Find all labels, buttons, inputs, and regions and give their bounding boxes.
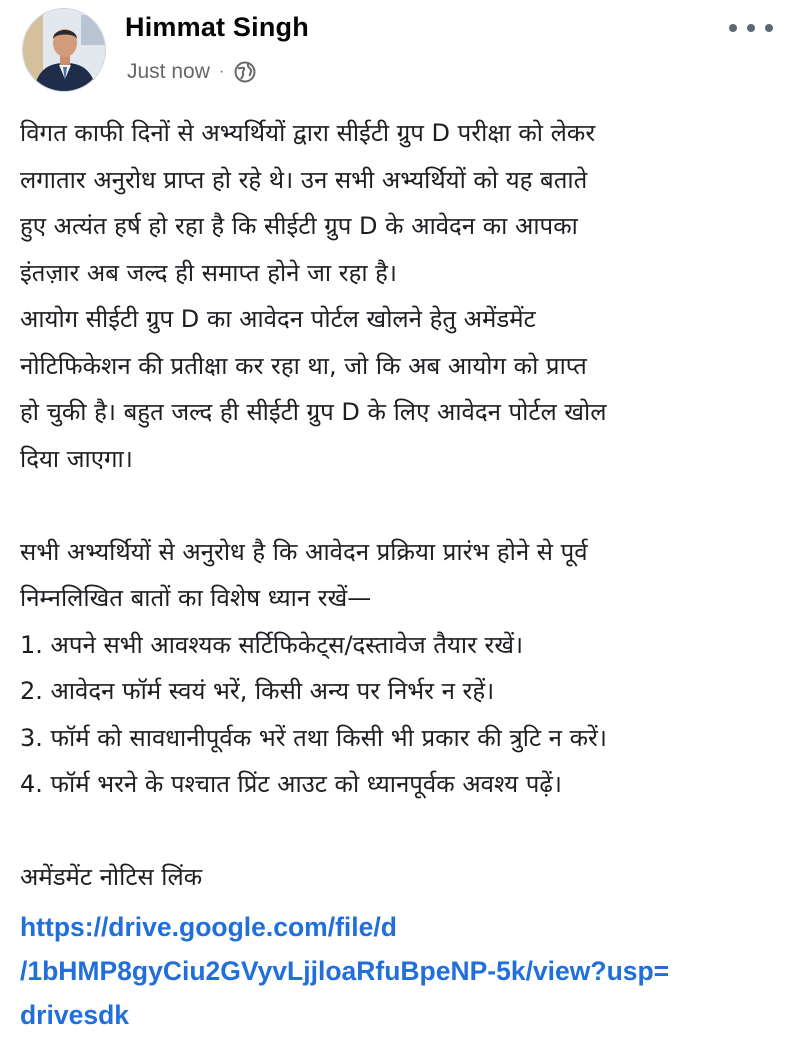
post-text-line: इंतज़ार अब जल्द ही समाप्त होने जा रहा है। bbox=[20, 258, 398, 287]
post-text-line: निम्नलिखित बातों का विशेष ध्यान रखें— bbox=[20, 584, 372, 612]
post-text-line: आयोग सीईटी ग्रुप D का आवेदन पोर्टल खोलने हेतु अमेंडमेंट bbox=[20, 305, 536, 333]
meta-separator: · bbox=[218, 63, 225, 80]
list-item: 3. फॉर्म को सावधानीपूर्वक भरें तथा किसी भी प्रकार की त्रुटि न करें। bbox=[20, 723, 607, 752]
post-text-line: दिया जाएगा। bbox=[20, 444, 133, 473]
post-text-line: विगत काफी दिनों से अभ्यर्थियों द्वारा सीईटी ग्रुप D परीक्षा को लेकर bbox=[20, 119, 596, 147]
notice-link-line[interactable]: drivesdk bbox=[20, 999, 130, 1030]
list-item: 2. आवेदन फॉर्म स्वयं भरें, किसी अन्य पर निर्भर न रहें। bbox=[20, 677, 495, 705]
more-dot bbox=[729, 24, 737, 32]
post-text-line: सभी अभ्यर्थियों से अनुरोध है कि आवेदन प्रक्रिया प्रारंभ होने से पूर्व bbox=[20, 537, 588, 566]
list-item: 1. अपने सभी आवश्यक सर्टिफिकेट्स/दस्तावेज तैयार रखें। bbox=[20, 630, 524, 659]
avatar[interactable] bbox=[22, 8, 106, 92]
post-text-line: हुए अत्यंत हर्ष हो रहा है कि सीईटी ग्रुप D के आवेदन का आपका bbox=[20, 212, 578, 240]
paragraph-gap bbox=[20, 808, 790, 855]
list-item: 4. फॉर्म भरने के पश्चात प्रिंट आउट को ध्यानपूर्वक अवश्य पढ़ें। bbox=[20, 770, 562, 798]
post-text-line: लगातार अनुरोध प्राप्त हो रहे थे। उन सभी अभ्यर्थियों को यह बताते bbox=[20, 165, 588, 194]
more-dot bbox=[747, 24, 755, 32]
paragraph-gap bbox=[20, 482, 790, 529]
post-body bbox=[20, 110, 790, 1037]
post-timestamp[interactable]: Just now bbox=[127, 60, 210, 83]
notice-link-line[interactable]: /1bHMP8gyCiu2GVyvLjjloaRfuBpeNP-5k/view?usp= bbox=[20, 955, 670, 986]
post-header bbox=[0, 0, 795, 100]
more-options-icon[interactable] bbox=[729, 18, 773, 38]
notice-link-line[interactable]: https://drive.google.com/file/d bbox=[20, 911, 397, 942]
notice-link[interactable] bbox=[20, 905, 790, 1037]
globe-icon[interactable] bbox=[234, 61, 256, 83]
avatar-photo bbox=[23, 9, 106, 92]
more-dot bbox=[765, 24, 773, 32]
post-text-line: हो चुकी है। बहुत जल्द ही सीईटी ग्रुप D के लिए आवेदन पोर्टल खोल bbox=[20, 398, 607, 426]
notice-label: अमेंडमेंट नोटिस लिंक bbox=[20, 863, 203, 891]
post-meta bbox=[127, 60, 256, 84]
post-text-line: नोटिफिकेशन की प्रतीक्षा कर रहा था, जो कि अब आयोग को प्राप्त bbox=[20, 351, 587, 380]
author-name[interactable]: Himmat Singh bbox=[125, 12, 309, 42]
